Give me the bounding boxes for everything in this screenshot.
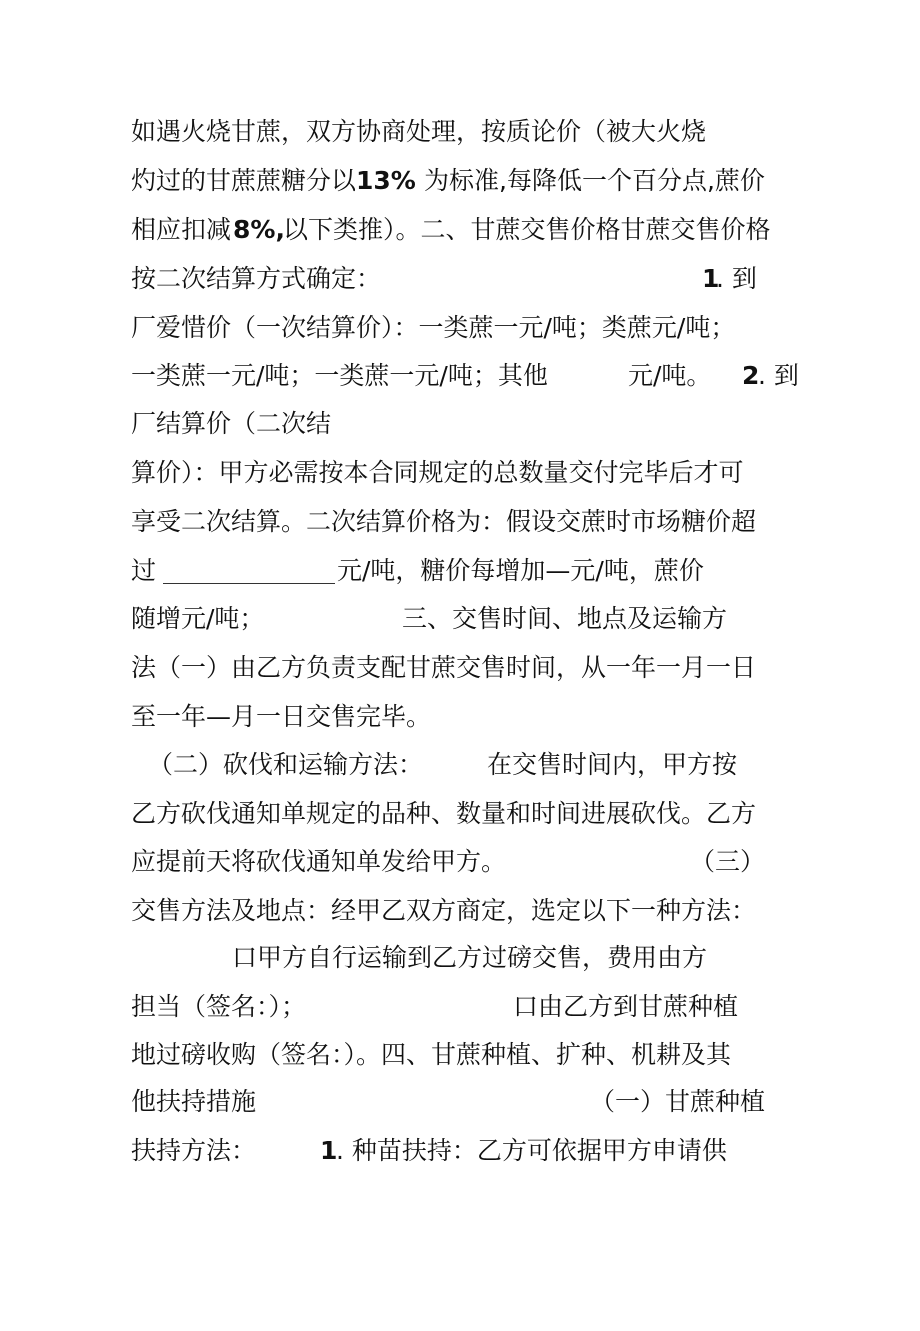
text-line [0, 938, 708, 978]
text-line [0, 551, 704, 591]
text-segment: 三、交售时间、地点及运输方 [402, 604, 728, 633]
bold-number: 8%, [233, 215, 285, 244]
text-line [0, 745, 738, 785]
bold-number: 2 [742, 361, 760, 390]
text-segment: 厂结算价（二次结 [131, 409, 332, 438]
text-segment: 在交售时间内，甲方按 [487, 750, 738, 779]
text-segment: 以下类推）。二、甘蔗交售价格甘蔗交售价格 [283, 215, 771, 244]
text-line [0, 404, 332, 444]
text-segment: 为标准,每降低一个百分点,蔗价 [424, 166, 765, 195]
text-segment: 交售方法及地点：经甲乙双方商定，选定以下一种方法： [131, 896, 757, 925]
bold-number: 1 [320, 1136, 338, 1165]
text-segment: 相应扣减 [131, 215, 232, 244]
text-line [0, 1082, 766, 1122]
text-segment: 厂爱惜价（一次结算价）：一类蔗一元/吨；类蔗元/吨； [131, 313, 736, 342]
text-segment: 他扶持措施 [131, 1087, 257, 1116]
bold-number: 13% [356, 166, 416, 195]
text-segment: 按二次结算方式确定： [131, 264, 382, 293]
text-segment: 扶持方法： [131, 1136, 257, 1165]
text-line [0, 1035, 732, 1075]
text-segment: 随增元/吨； [131, 604, 265, 633]
text-segment: 乙方砍伐通知单规定的品种、数量和时间进展砍伐。乙方 [131, 799, 757, 828]
text-segment: 如遇火烧甘蔗，双方协商处理，按质论价（被大火烧 [131, 117, 707, 146]
text-line [0, 891, 757, 931]
text-segment: 过 [131, 556, 157, 585]
text-line [0, 599, 728, 639]
text-line [0, 1131, 727, 1171]
text-segment: 地过磅收购（签名：）。四、甘蔗种植、扩种、机耕及其 [131, 1040, 732, 1069]
text-line [0, 210, 771, 250]
text-segment: 担当（签名：）； [131, 992, 307, 1021]
text-line [0, 794, 757, 834]
text-line [0, 259, 757, 299]
bold-number: 1 [702, 264, 720, 293]
text-segment: （一）甘蔗种植 [590, 1087, 766, 1116]
text-segment: . 种苗扶持：乙方可依据甲方申请供 [336, 1136, 727, 1165]
text-segment: 至一年—月一日交售完毕。 [131, 702, 432, 731]
text-line [0, 112, 707, 152]
text-segment: . 到 [716, 264, 757, 293]
text-segment: . 到 [758, 361, 799, 390]
text-segment: 应提前天将砍伐通知单发给甲方。 [131, 847, 507, 876]
text-line [0, 987, 739, 1027]
text-line [0, 697, 432, 737]
text-segment: 口由乙方到甘蔗种植 [513, 992, 739, 1021]
text-segment: 口甲方自行运输到乙方过磅交售，费用由方 [232, 943, 708, 972]
blank-underline [163, 557, 335, 584]
text-line [0, 356, 799, 396]
text-line [0, 502, 757, 542]
text-segment: 法（一）由乙方负责支配甘蔗交售时间，从一年一月一日 [131, 653, 757, 682]
text-segment: 元/吨。 [628, 361, 712, 390]
text-segment: 享受二次结算。二次结算价格为：假设交蔗时市场糖价超 [131, 507, 757, 536]
text-segment: 一类蔗一元/吨；一类蔗一元/吨；其他 [131, 361, 548, 390]
text-segment: （三） [690, 847, 766, 876]
text-line [0, 648, 757, 688]
text-line [0, 308, 736, 348]
text-line [0, 161, 765, 201]
text-segment: （二）砍伐和运输方法： [148, 750, 424, 779]
text-segment: 灼过的甘蔗蔗糖分以 [131, 166, 357, 195]
text-segment: 算价）：甲方必需按本合同规定的总数量交付完毕后才可 [131, 458, 744, 487]
text-line [0, 453, 744, 493]
text-line [0, 842, 766, 882]
text-segment: 元/吨，糖价每增加—元/吨，蔗价 [337, 556, 704, 585]
